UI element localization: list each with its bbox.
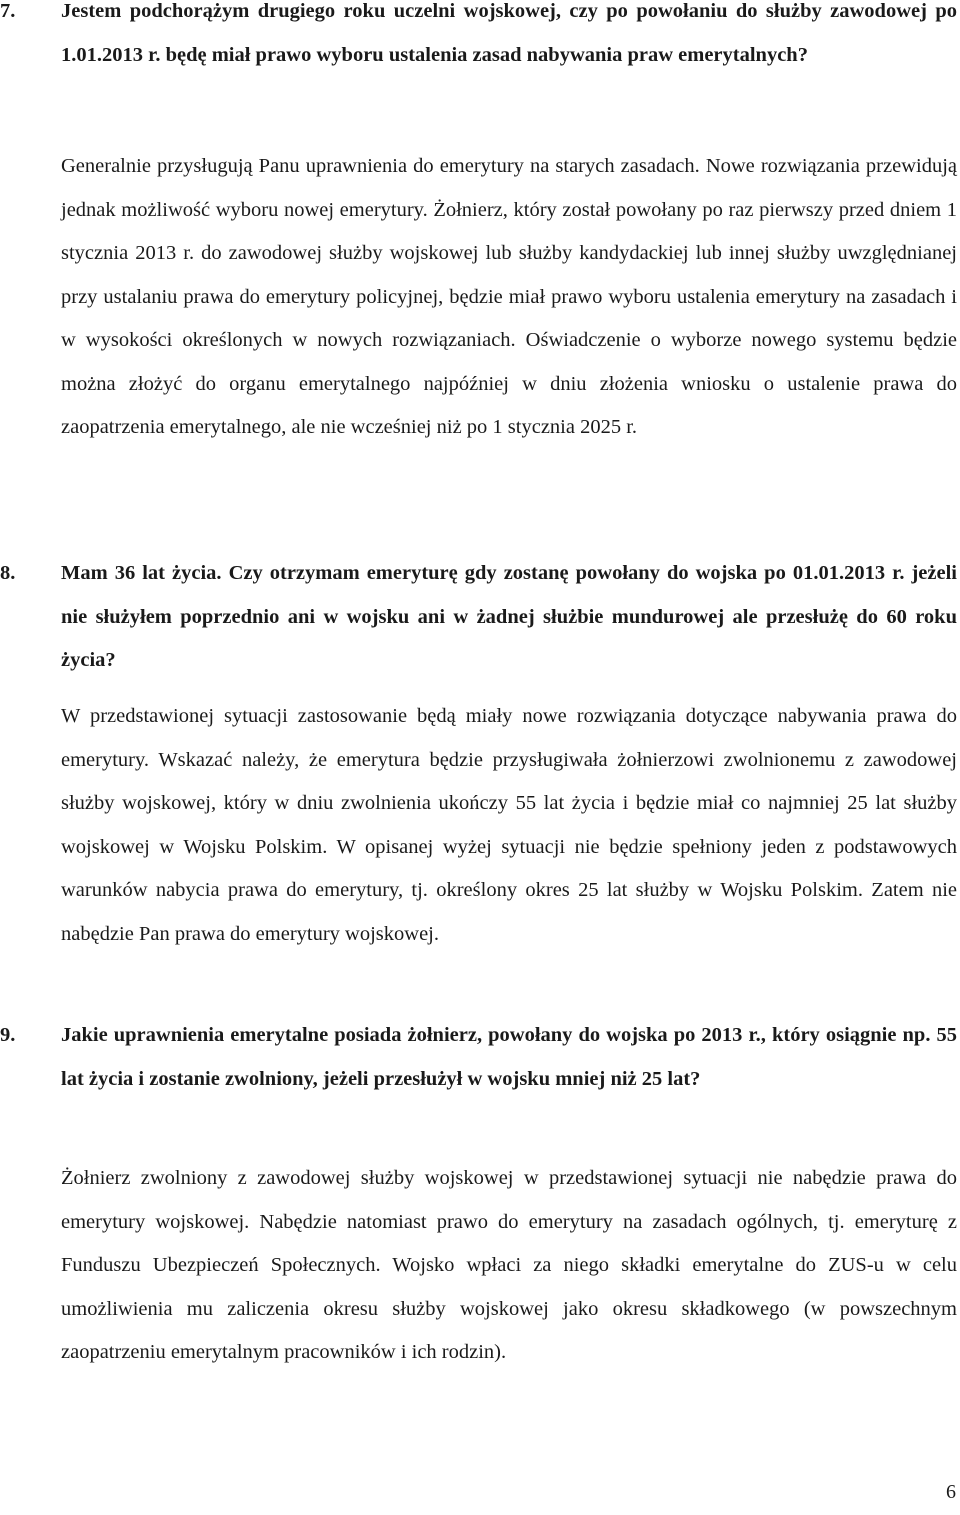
question-text: Jestem podchorążym drugiego roku uczelni wojskowej, czy po powołaniu do służby zawodowej po 1.01.2013 r. będę miał prawo wyboru ustalenia zasad nabywania praw emerytalnych?	[61, 0, 957, 66]
page-number: 6	[946, 1481, 956, 1503]
answer-8: W przedstawionej sytuacji zastosowanie będą miały nowe rozwiązania dotyczące nabywania prawa do emerytury. Wskazać należy, że emerytura będzie przysługiwała żołnierzowi zwolnionemu z zawodowej służby wojskowej, który w dniu zwolnienia ukończy 55 lat życia i będzie miał co najmniej 25 lat służby wojskowej w Wojsku Polskim. W opisanej wyżej sytuacji nie będzie spełniony jeden z podstawowych warunków nabycia prawa do emerytury, tj. określony okres 25 lat służby w Wojsku Polskim. Zatem nie nabędzie Pan prawa do emerytury wojskowej.	[61, 705, 957, 945]
question-text: Mam 36 lat życia. Czy otrzymam emeryturę gdy zostanę powołany do wojska po 01.01.2013 r. jeżeli nie służyłem poprzednio ani w wojsku ani w żadnej służbie mundurowej ale przesłużę do 60 roku życia?	[61, 562, 957, 671]
question-number: 8.	[0, 562, 16, 584]
question-9	[0, 1014, 957, 1101]
question-7	[0, 0, 957, 77]
answer-9: Żołnierz zwolniony z zawodowej służby wojskowej w przedstawionej sytuacji nie nabędzie prawa do emerytury wojskowej. Nabędzie natomiast prawo do emerytury na zasadach ogólnych, tj. emeryturę z Funduszu Ubezpieczeń Społecznych. Wojsko wpłaci za niego składki emerytalne do ZUS-u w celu umożliwienia mu zaliczenia okresu służby wojskowej jako okresu składkowego (w powszechnym zaopatrzeniu emerytalnym pracowników i ich rodzin).	[61, 1167, 957, 1363]
answer-7: Generalnie przysługują Panu uprawnienia do emerytury na starych zasadach. Nowe rozwiązania przewidują jednak możliwość wyboru nowej emerytury. Żołnierz, który został powołany po raz pierwszy przed dniem 1 stycznia 2013 r. do zawodowej służby wojskowej lub służby kandydackiej lub innej służby uwzględnianej przy ustalaniu prawa do emerytury policyjnej, będzie miał prawo wyboru ustalenia emerytury na zasadach i w wysokości określonych w nowych rozwiązaniach. Oświadczenie o wyborze nowego systemu będzie można złożyć do organu emerytalnego najpóźniej w dniu złożenia wniosku o ustalenie prawa do zaopatrzenia emerytalnego, ale nie wcześniej niż po 1 stycznia 2025 r.	[61, 155, 957, 438]
question-number: 9.	[0, 1024, 16, 1046]
question-8	[0, 552, 957, 683]
question-text: Jakie uprawnienia emerytalne posiada żołnierz, powołany do wojska po 2013 r., który osiągnie np. 55 lat życia i zostanie zwolniony, jeżeli przesłużył w wojsku mniej niż 25 lat?	[61, 1024, 957, 1090]
question-number: 7.	[0, 0, 16, 22]
